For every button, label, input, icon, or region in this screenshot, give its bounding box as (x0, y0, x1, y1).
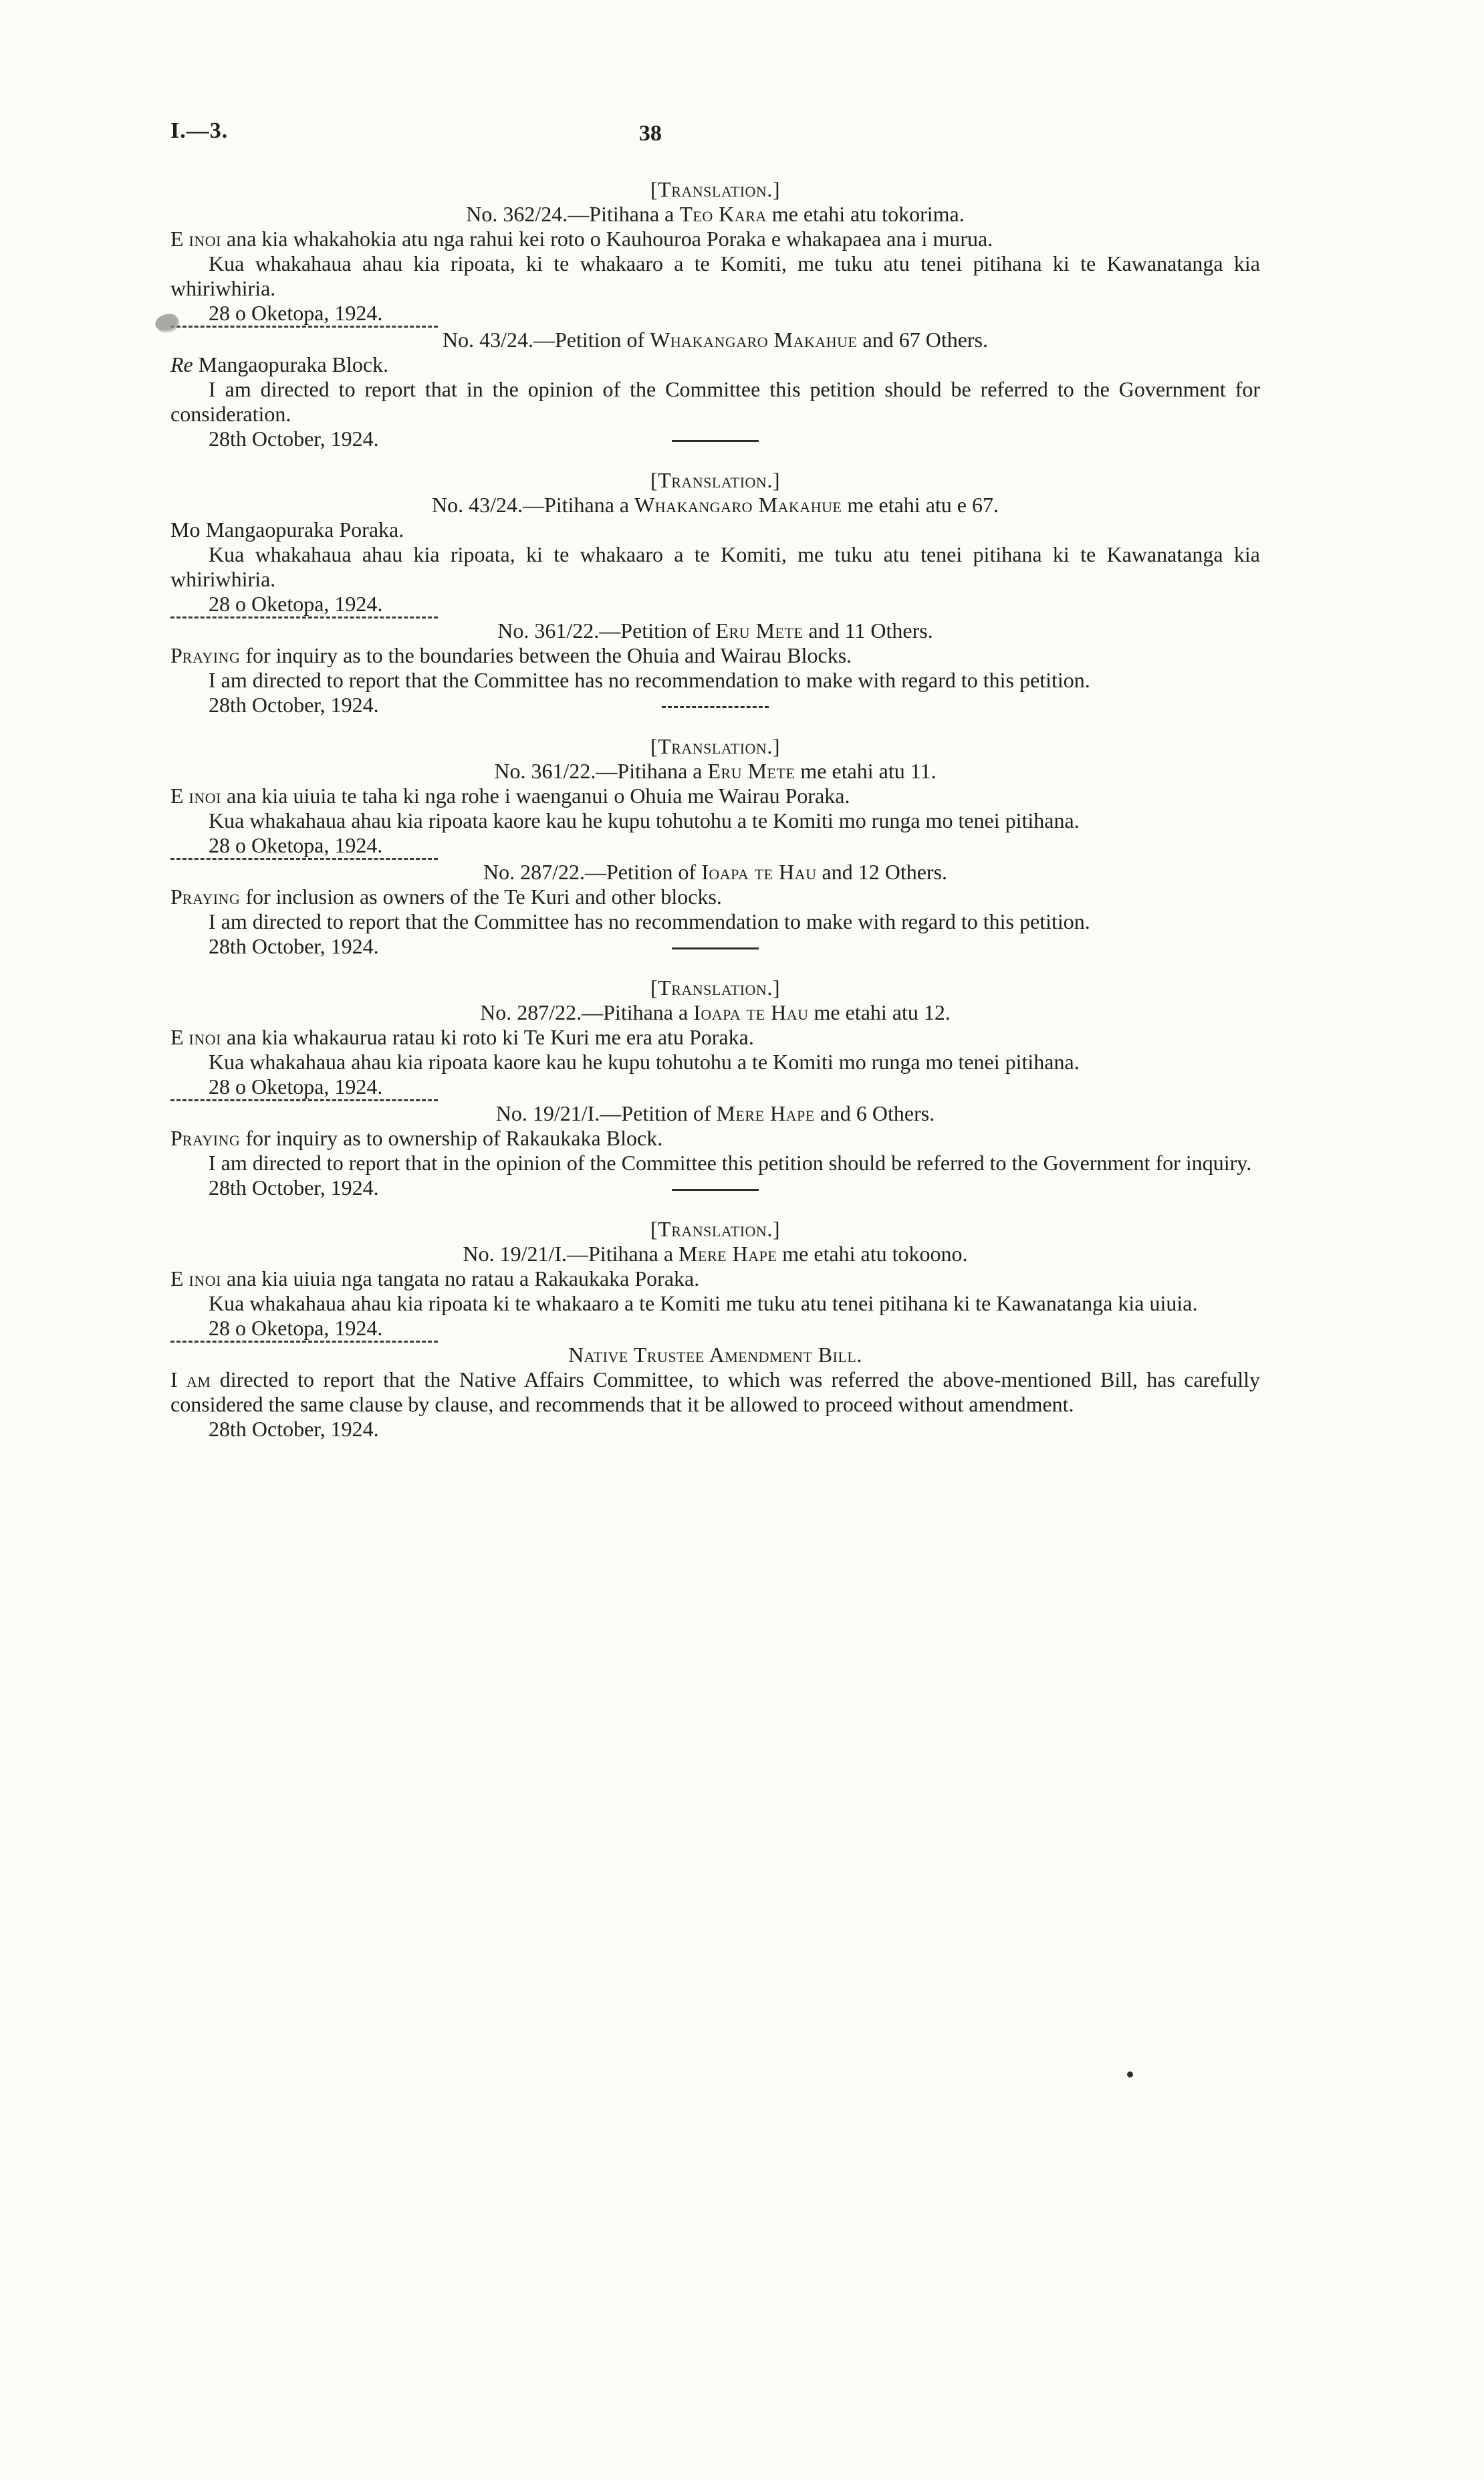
text-run: No. 19/21/I.—Petition of (495, 1101, 717, 1125)
text-run: me etahi atu e 67. (842, 493, 999, 517)
text-run: No. 287/22.—Petition of (483, 860, 702, 884)
text-run: No. 361/22.—Pitihana a (494, 759, 708, 783)
paragraph (170, 1025, 1260, 1050)
text-run: I am directed to report that the Committee has no recommendation to make with regard to this petition. (209, 909, 1090, 933)
smallcaps-run: Whakangaro Makahue (650, 328, 858, 352)
date-text: 28th October, 1924. (209, 1417, 379, 1441)
italic-run: Re (170, 352, 193, 376)
text-run: P (170, 643, 182, 667)
text-run: No. 43/24.—Petition of (442, 328, 650, 352)
text-run: me etahi atu tokoono. (777, 1242, 968, 1266)
translation-label: [Translation.] (650, 734, 780, 758)
text-run: me etahi atu 12. (808, 1000, 951, 1024)
short-rule (672, 440, 759, 442)
ink-dot (1127, 2071, 1133, 2077)
paragraph (170, 1151, 1260, 1175)
date-line (170, 1417, 1260, 1442)
translation-label: [Translation.] (650, 1217, 780, 1241)
paragraph (170, 668, 1260, 693)
section-heading (170, 202, 1260, 227)
paragraph (170, 352, 1260, 377)
translation-label: [Translation.] (650, 177, 780, 201)
date-line (170, 934, 1260, 959)
smallcaps-run: Whakangaro Makahue (634, 493, 842, 517)
text-run: ana kia uiuia te taha ki nga rohe i waenganui o Ohuia me Wairau Poraka. (221, 784, 850, 808)
date-line (170, 592, 1260, 616)
document-body (170, 160, 1260, 1442)
text-run: No. 361/22.—Petition of (497, 618, 716, 643)
text-run: for inclusion as owners of the Te Kuri and other blocks. (240, 885, 722, 909)
page-number: 38 (638, 121, 662, 146)
text-run: Kua whakahaua ahau kia ripoata kaore kau he kupu tohutohu a te Komiti mo runga mo tenei pitihana. (209, 1050, 1080, 1074)
text-run: No. 19/21/I.—Pitihana a (463, 1242, 679, 1266)
paragraph (170, 909, 1260, 934)
text-run: No. 287/22.—Pitihana a (480, 1000, 694, 1024)
date-text: 28 o Oketopa, 1924. (209, 833, 383, 857)
smallcaps-run: Mere Hape (678, 1242, 777, 1266)
paragraph (170, 885, 1260, 909)
text-run: E (170, 227, 189, 251)
section-heading (170, 328, 1260, 352)
text-run: for inquiry as to ownership of Rakaukaka Block. (240, 1126, 663, 1150)
smallcaps-run: Ioapa te Hau (701, 860, 817, 884)
text-run: ana kia whakaurua ratau ki roto ki Te Kuri me era atu Poraka. (221, 1025, 754, 1049)
short-rule (672, 947, 759, 949)
date-text: 28 o Oketopa, 1924. (209, 1316, 383, 1340)
smallcaps-run: raying (182, 1126, 241, 1150)
date-text: 28 o Oketopa, 1924. (209, 1075, 383, 1099)
section-heading (170, 759, 1260, 784)
translation-label: [Translation.] (650, 468, 780, 492)
date-line (170, 693, 1260, 717)
text-run: and 12 Others. (816, 860, 948, 884)
text-run: ana kia whakahokia atu nga rahui kei roto o Kauhouroa Poraka e whakapaea ana i murua. (221, 227, 993, 251)
text-run: I (170, 1367, 187, 1391)
paragraph (170, 808, 1260, 833)
smallcaps-run: Eru Mete (715, 618, 803, 643)
text-run: me etahi atu tokorima. (766, 202, 965, 226)
smallcaps-run: inoi (189, 784, 221, 808)
text-run: Mangaopuraka Block. (193, 352, 389, 376)
paragraph (170, 377, 1260, 427)
text-run: No. 43/24.—Pitihana a (432, 493, 635, 517)
text-run: P (170, 885, 182, 909)
paragraph (170, 251, 1260, 301)
smallcaps-run: Native Trustee Amendment Bill. (568, 1343, 862, 1367)
paragraph (170, 542, 1260, 592)
text-run: I am directed to report that the Committee has no recommendation to make with regard to this petition. (209, 668, 1090, 692)
text-run: directed to report that the Native Affairs Committee, to which was referred the above-mentioned Bill, has carefully considered the same clause by clause, and recommends that it be allowed to proceed without amendment. (170, 1367, 1261, 1416)
section-heading (170, 860, 1260, 885)
text-run: E (170, 1266, 189, 1290)
section-heading (170, 1000, 1260, 1025)
text-run: E (170, 784, 189, 808)
smallcaps-run: inoi (189, 227, 221, 251)
date-text: 28th October, 1924. (209, 427, 379, 451)
text-run: and 11 Others. (803, 618, 933, 643)
text-run: Kua whakahaua ahau kia ripoata kaore kau he kupu tohutohu a te Komiti mo runga mo tenei pitihana. (209, 808, 1080, 832)
date-line (170, 833, 1260, 858)
short-rule (672, 1189, 759, 1191)
text-run: No. 362/24.—Pitihana a (466, 202, 680, 226)
paragraph (170, 518, 1260, 542)
paragraph (170, 1291, 1260, 1316)
text-run: I am directed to report that in the opinion of the Committee this petition should be referred to the Government for inquiry. (209, 1151, 1252, 1175)
text-run: Kua whakahaua ahau kia ripoata, ki te whakaaro a te Komiti, me tuku atu tenei pitihana ki te Kawanatanga kia whiriwhiria. (170, 251, 1260, 300)
date-text: 28th October, 1924. (209, 1175, 379, 1200)
section-heading (170, 1343, 1260, 1367)
smallcaps-run: Ioapa te Hau (693, 1000, 809, 1024)
text-run: and 6 Others. (814, 1101, 935, 1125)
date-text: 28th October, 1924. (209, 934, 379, 958)
date-text: 28 o Oketopa, 1924. (209, 592, 383, 616)
section-heading (170, 618, 1260, 643)
paragraph (170, 227, 1260, 251)
smallcaps-run: raying (182, 885, 241, 909)
text-run: Kua whakahaua ahau kia ripoata ki te whakaaro a te Komiti me tuku atu tenei pitihana ki te Kawanatanga kia uiuia. (209, 1291, 1198, 1315)
text-run: P (170, 1126, 182, 1150)
translation-label: [Translation.] (650, 976, 780, 1000)
report-number: I.—3. (170, 118, 229, 143)
paragraph (170, 643, 1260, 668)
smallcaps-run: inoi (189, 1266, 221, 1290)
date-text: 28 o Oketopa, 1924. (209, 301, 383, 325)
section-heading (170, 1242, 1260, 1266)
text-run: and 67 Others. (857, 328, 989, 352)
date-line (170, 427, 1260, 451)
date-text: 28th October, 1924. (209, 693, 379, 717)
text-run: Kua whakahaua ahau kia ripoata, ki te whakaaro a te Komiti, me tuku atu tenei pitihana ki te Kawanatanga kia whiriwhiria. (170, 542, 1260, 591)
paragraph (170, 1367, 1260, 1417)
text-run: ana kia uiuia nga tangata no ratau a Rakaukaka Poraka. (221, 1266, 700, 1290)
date-line (170, 1075, 1260, 1099)
section-heading (170, 1101, 1260, 1126)
paragraph (170, 1266, 1260, 1291)
short-rule (662, 706, 769, 708)
paragraph (170, 1126, 1260, 1151)
text-run: I am directed to report that in the opinion of the Committee this petition should be referred to the Government for consideration. (170, 377, 1260, 426)
date-line (170, 1175, 1260, 1200)
smallcaps-run: Mere Hape (716, 1101, 815, 1125)
section-heading (170, 493, 1260, 518)
smallcaps-run: Teo Kara (679, 202, 767, 226)
smallcaps-run: am (187, 1367, 211, 1391)
smallcaps-run: inoi (189, 1025, 221, 1049)
text-run: Mo Mangaopuraka Poraka. (170, 518, 404, 542)
smallcaps-run: Eru Mete (707, 759, 795, 783)
text-run: E (170, 1025, 189, 1049)
text-run: for inquiry as to the boundaries between the Ohuia and Wairau Blocks. (240, 643, 852, 667)
date-line (170, 1316, 1260, 1341)
text-run: me etahi atu 11. (795, 759, 937, 783)
paragraph (170, 1050, 1260, 1075)
smallcaps-run: raying (182, 643, 241, 667)
paragraph (170, 784, 1260, 808)
date-line (170, 301, 1260, 326)
